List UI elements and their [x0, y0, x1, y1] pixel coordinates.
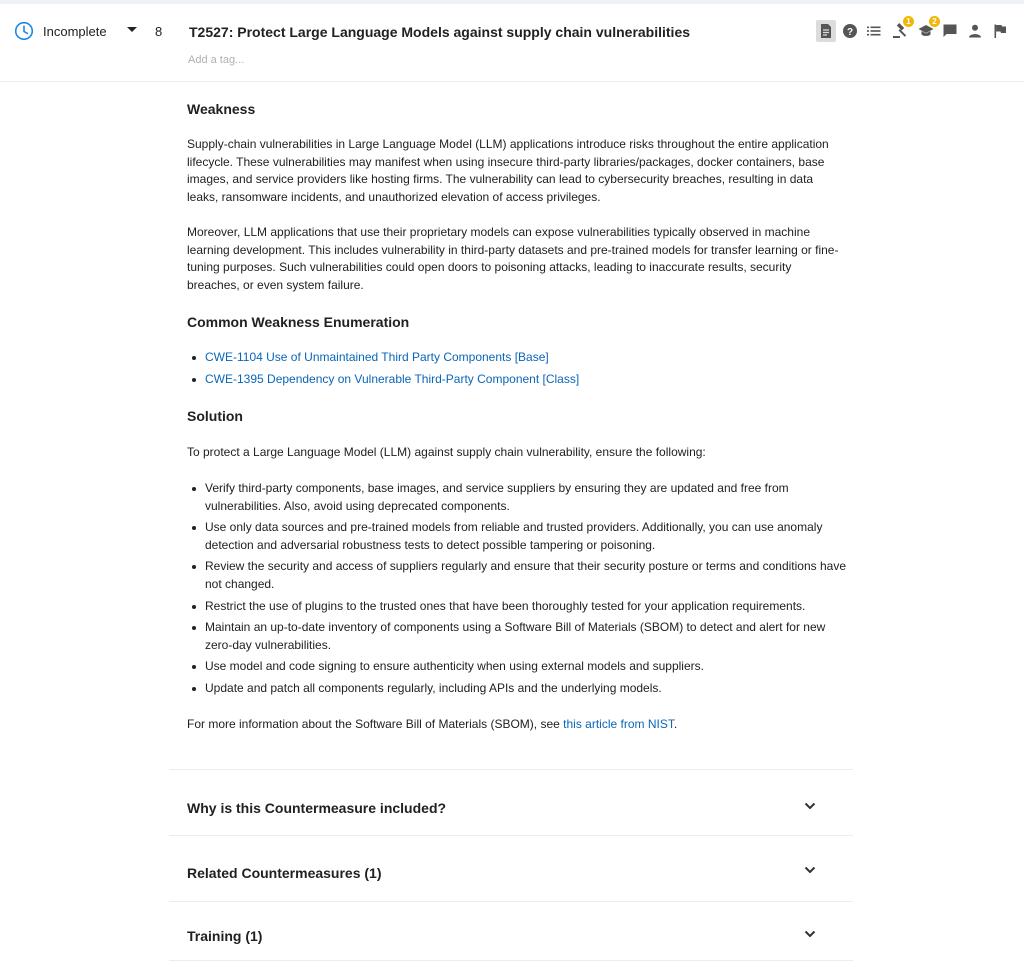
- status-selector[interactable]: [14, 21, 107, 41]
- list-item: Update and patch all components regularly, including APIs and the underlying models.: [187, 680, 847, 698]
- gavel-button[interactable]: [890, 17, 911, 42]
- help-button[interactable]: [840, 20, 860, 42]
- chevron-down-icon: [802, 926, 818, 942]
- cwe-list: [187, 349, 847, 393]
- clock-icon: [14, 21, 34, 41]
- weakness-paragraph-2: Moreover, LLM applications that use their proprietary models can expose vulnerabilities typically observed in machine learning development. This includes vulnerability in third-party datasets and pre-trained models for transfer learning or fine-tuning purposes. Such vulnerabilities could open doors to poisoning attacks, leading to inaccurate results, security breaches, or even system failure.: [187, 225, 839, 292]
- cwe-heading: Common Weakness Enumeration: [187, 314, 410, 330]
- list-item: Use only data sources and pre-trained models from reliable and trusted providers. Additionally, you can use anomaly detection and adversarial robustness tests to detect possible tampering or poisoning.: [187, 519, 847, 554]
- list-button[interactable]: [864, 20, 884, 42]
- status-dropdown-caret-icon[interactable]: [127, 27, 137, 32]
- solution-heading: Solution: [187, 408, 243, 424]
- nist-article-link[interactable]: this article from NIST: [563, 717, 674, 731]
- accordion-title: Training (1): [187, 928, 263, 944]
- list-item: Use model and code signing to ensure authenticity when using external models and suppliers.: [187, 658, 847, 676]
- list-item: Maintain an up-to-date inventory of components using a Software Bill of Materials (SBOM) to detect and alert for new zero-day vulnerabilities.: [187, 619, 847, 654]
- task-title: T2527: Protect Large Language Models against supply chain vulnerabilities: [189, 24, 691, 40]
- accordion-training[interactable]: [169, 901, 853, 961]
- sbom-end: .: [673, 717, 678, 731]
- accordion-related-countermeasures[interactable]: [169, 835, 853, 901]
- flag-icon: [992, 23, 1008, 39]
- sbom-text: For more information about the Software Bill of Materials (SBOM), see: [187, 717, 564, 731]
- list-item: [187, 371, 847, 389]
- gavel-badge: 1: [903, 16, 914, 27]
- accordion-title: Why is this Countermeasure included?: [187, 800, 447, 816]
- list-item: Restrict the use of plugins to the trusted ones that have been thoroughly tested for your application requirements.: [187, 598, 847, 616]
- person-icon: [967, 23, 983, 39]
- add-tag-input[interactable]: [188, 52, 368, 68]
- accordion-why-included[interactable]: [169, 769, 853, 835]
- training-button[interactable]: [916, 17, 937, 42]
- document-icon: [818, 23, 834, 39]
- list-item: Verify third-party components, base images, and service suppliers by ensuring they are updated and free from vulnerabilities. Also, avoid using deprecated components.: [187, 480, 847, 515]
- flag-button[interactable]: [990, 20, 1010, 42]
- list-item: Review the security and access of suppliers regularly and ensure that their security posture or terms and conditions have not changed.: [187, 558, 847, 593]
- svg-text:?: ?: [846, 27, 854, 38]
- accordion-title: Related Countermeasures (1): [187, 865, 382, 881]
- weakness-heading: Weakness: [187, 101, 256, 117]
- solution-intro: To protect a Large Language Model (LLM) against supply chain vulnerability, ensure the following:: [187, 445, 706, 459]
- comment-icon: [942, 23, 958, 39]
- priority-value: 8: [155, 24, 163, 39]
- sbom-note: [187, 716, 847, 734]
- help-icon: [842, 23, 858, 39]
- solution-list: [187, 480, 847, 702]
- cwe-1104-link[interactable]: CWE-1104 Use of Unmaintained Third Party Components [Base]: [205, 350, 549, 364]
- status-label: Incomplete: [43, 23, 107, 39]
- task-header: [0, 4, 1024, 82]
- comments-button[interactable]: [940, 20, 960, 42]
- document-button[interactable]: [816, 20, 836, 42]
- list-item: [187, 349, 847, 367]
- chevron-down-icon: [802, 798, 818, 814]
- assignee-button[interactable]: [965, 20, 985, 42]
- training-badge: 2: [929, 16, 940, 27]
- chevron-down-icon: [802, 862, 818, 878]
- cwe-1395-link[interactable]: CWE-1395 Dependency on Vulnerable Third-Party Component [Class]: [205, 372, 580, 387]
- list-icon: [866, 23, 882, 39]
- weakness-paragraph-1: Supply-chain vulnerabilities in Large Language Model (LLM) applications introduce risks throughout the entire application lifecycle. These vulnerabilities may manifest when using insecure third-party libraries/packages, docker containers, base images, and service providers like hosting firms. The vulnerability can lead to cybersecurity breaches, resulting in data leaks, ransomware incidents, and unauthorized elevation of access privileges.: [187, 137, 829, 204]
